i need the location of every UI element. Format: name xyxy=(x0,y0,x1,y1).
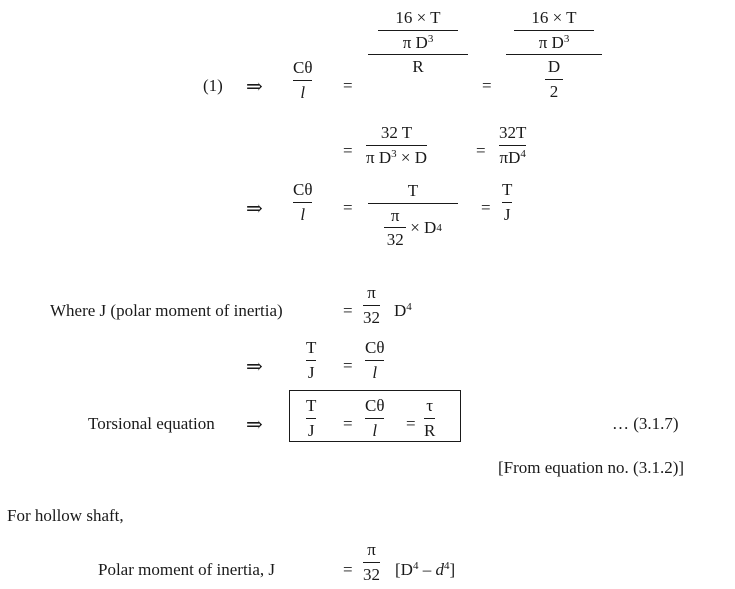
fraction-c-theta-over-l-2: Cθ l xyxy=(293,180,313,224)
fraction-c-theta-over-l: Cθ l xyxy=(293,58,313,102)
fraction-T-over-J-2: T J xyxy=(306,338,317,382)
fraction-c-theta-over-l-boxed: Cθ l xyxy=(365,396,385,440)
denominator-piD3-b: π $D^3$ xyxy=(538,32,570,52)
fraction-T-over-pi32-D4: T π 32 × D 4 xyxy=(368,181,458,250)
denominator-R: R xyxy=(412,57,424,77)
equals-sign-2: = xyxy=(482,76,492,95)
implies-arrow-4: ⇒ xyxy=(246,414,263,436)
equals-sign-4: = xyxy=(476,141,486,160)
fraction-32T-over-piD4: 32T $\pi D^4$ xyxy=(499,123,527,167)
denominator-piD3: π $D^3$ xyxy=(402,32,434,52)
fraction-c-theta-over-l-3: Cθ l xyxy=(365,338,385,382)
numerator-D: D xyxy=(547,57,561,77)
equation-label-1: (1) xyxy=(203,76,223,95)
numerator-16T: 16 × T xyxy=(395,8,441,27)
equation-reference: [From equation no. (3.1.2)] xyxy=(498,458,685,477)
equals-sign-9: = xyxy=(343,414,353,433)
polar-moment-label: Polar moment of inertia, J xyxy=(98,560,276,579)
implies-arrow-2: ⇒ xyxy=(246,198,263,220)
equals-sign: = xyxy=(343,76,353,95)
equals-sign-10: = xyxy=(406,414,416,433)
fraction-pi-over-32-hollow: π 32 xyxy=(363,540,380,584)
fraction-32T-over-piD3xD: 32 T π $D^3 \times D$ xyxy=(366,123,427,167)
denominator-32: 32 xyxy=(386,230,404,250)
fraction-pi-over-32: π 32 xyxy=(363,283,380,327)
fraction-T-over-J-boxed: T J xyxy=(306,396,317,440)
where-polar-text: Where J (polar moment of inertia) xyxy=(50,301,283,320)
equals-sign-7: = xyxy=(343,301,353,320)
equals-sign-8: = xyxy=(343,356,353,375)
equals-sign-3: = xyxy=(343,141,353,160)
d-to-fourth: $D^4$ xyxy=(394,301,412,320)
fraction-16T-over-piD3-over-D-over-2 xyxy=(506,8,602,101)
denominator-2: 2 xyxy=(549,81,559,101)
equals-sign-6: = xyxy=(481,198,491,217)
equation-number: … (3.1.7) xyxy=(612,414,679,433)
numerator-16T-b: 16 × T xyxy=(531,8,577,27)
fraction-tau-over-R: τ R xyxy=(424,396,436,440)
fraction-T-over-J: T J xyxy=(502,180,513,224)
hollow-shaft-heading: For hollow shaft, xyxy=(7,506,124,525)
equals-sign-11: = xyxy=(343,560,353,579)
torsional-equation-label: Torsional equation xyxy=(88,414,215,433)
pi-numerator: π xyxy=(390,205,400,225)
fraction-16T-over-piD3-over-R xyxy=(368,8,468,77)
hollow-shaft-bracket-expression: $[D^4 - d^4]$ xyxy=(395,560,456,579)
equals-sign-5: = xyxy=(343,198,353,217)
implies-arrow-3: ⇒ xyxy=(246,356,263,378)
implies-arrow: ⇒ xyxy=(246,76,263,98)
